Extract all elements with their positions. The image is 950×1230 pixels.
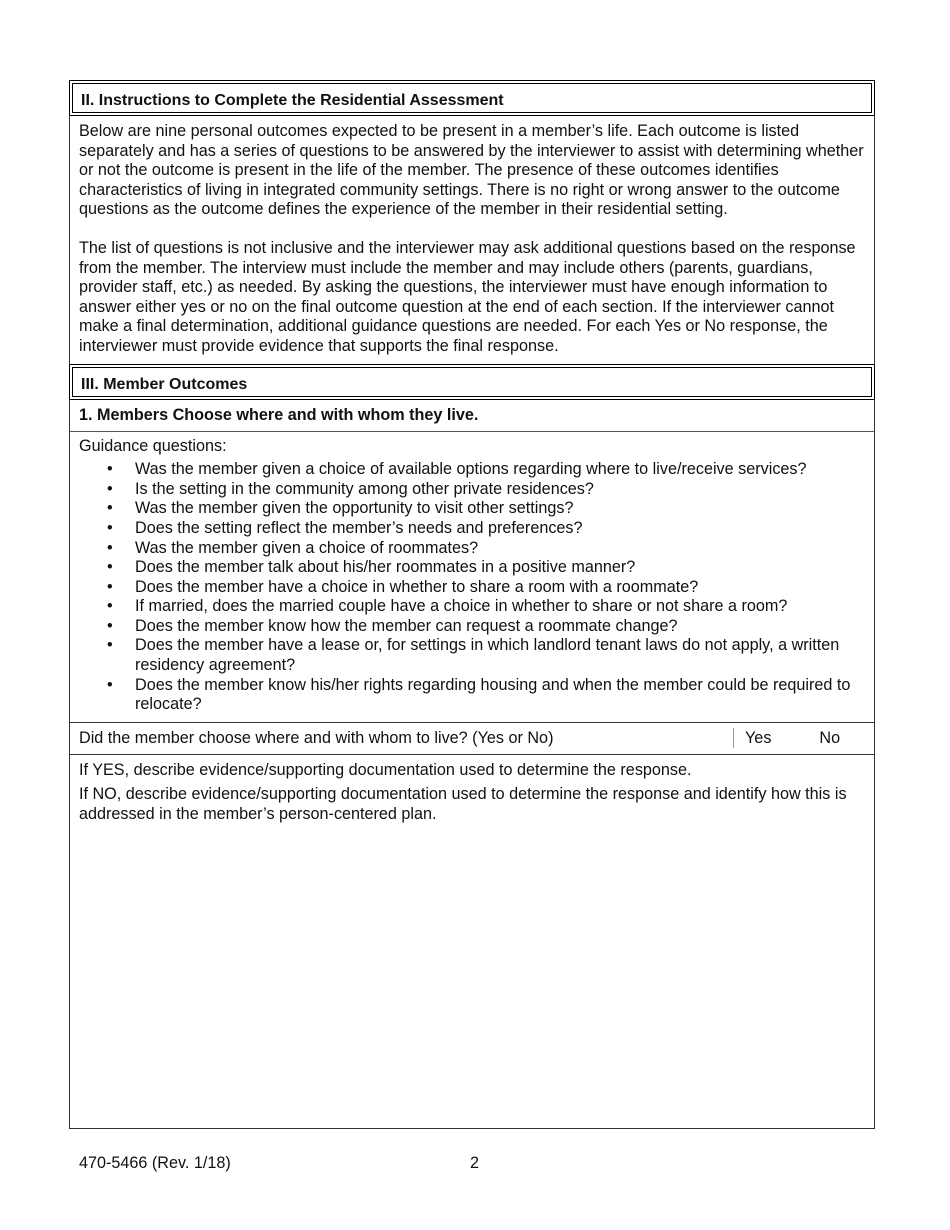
assessment-form	[69, 80, 875, 1129]
instructions-paragraph-1: Below are nine personal outcomes expected to be present in a member’s life. Each outcome is listed separately and has a series of questions to be answered by the interviewer to assist with determining whether or not the outcome is present in the life of the member. The presence of these outcomes identifies characteristics of living in integrated community settings. There is no right or wrong answer to the outcome questions as the outcome defines the experience of the member in their residential setting.	[79, 122, 864, 219]
bullet-icon: •	[107, 675, 113, 694]
guidance-label: Guidance questions:	[79, 436, 227, 455]
no-option[interactable]: No	[819, 728, 841, 747]
bullet-icon: •	[107, 558, 113, 577]
section-3-title: III. Member Outcomes	[81, 375, 248, 393]
instructions-paragraph-2: The list of questions is not inclusive and the interviewer may ask additional questions based on the response from the member. The interview must include the member and may include others (parents, guardians, provider staff, etc.) as needed. By asking the questions, the interviewer must have enough information to answer either yes or no on the final outcome question at the end of each section. If the interviewer cannot make a final determination, additional guidance questions are needed. For each Yes or No response, the interviewer must provide evidence that supports the final response.	[79, 238, 856, 355]
evidence-no-instructions: If NO, describe evidence/supporting documentation used to determine the response and identify how this is addressed in the member’s person-centered plan.	[79, 785, 847, 824]
bullet-icon: •	[107, 538, 113, 557]
guidance-question: • Does the member have a choice in whether to share a room with a roommate?	[107, 577, 699, 596]
instructions-box	[69, 116, 875, 364]
page-number: 2	[470, 1154, 480, 1172]
section-2-header	[69, 80, 875, 116]
guidance-question: • Does the setting reflect the member’s needs and preferences?	[107, 518, 583, 537]
bullet-icon: •	[107, 479, 113, 498]
guidance-questions-box	[69, 432, 875, 722]
evidence-field[interactable]	[69, 755, 875, 1129]
section-3-header	[69, 364, 875, 400]
bullet-icon: •	[107, 597, 113, 616]
yes-no-selector	[733, 728, 874, 748]
guidance-question: • Does the member talk about his/her roommates in a positive manner?	[107, 558, 636, 577]
bullet-icon: •	[107, 636, 113, 655]
guidance-question: • Does the member know how the member can request a roommate change?	[107, 616, 678, 635]
bullet-icon: •	[107, 499, 113, 518]
bullet-icon: •	[107, 616, 113, 635]
evidence-yes-instructions: If YES, describe evidence/supporting documentation used to determine the response.	[79, 760, 692, 779]
yes-option[interactable]: Yes	[745, 728, 772, 747]
guidance-question: • Was the member given the opportunity to visit other settings?	[107, 499, 574, 518]
guidance-question-list	[79, 460, 865, 715]
guidance-question: • Was the member given a choice of available options regarding where to live/receive services?	[107, 460, 807, 479]
form-number: 470-5466 (Rev. 1/18)	[79, 1154, 231, 1172]
guidance-question: • Does the member have a lease or, for settings in which landlord tenant laws do not apply, a written residency agreement?	[107, 636, 840, 675]
section-2-title: II. Instructions to Complete the Residential Assessment	[81, 92, 504, 109]
guidance-question: • Does the member know his/her rights regarding housing and when the member could be required to relocate?	[107, 675, 851, 714]
final-outcome-question-row	[69, 722, 875, 755]
bullet-icon: •	[107, 460, 113, 479]
outcome-1-title: 1. Members Choose where and with whom they live.	[69, 400, 875, 432]
bullet-icon: •	[107, 518, 113, 537]
final-outcome-question: Did the member choose where and with whom to live? (Yes or No)	[79, 728, 554, 747]
bullet-icon: •	[107, 577, 113, 596]
guidance-question: • If married, does the married couple have a choice in whether to share or not share a room?	[107, 597, 788, 616]
guidance-question: • Was the member given a choice of roommates?	[107, 538, 479, 557]
guidance-question: • Is the setting in the community among other private residences?	[107, 479, 594, 498]
